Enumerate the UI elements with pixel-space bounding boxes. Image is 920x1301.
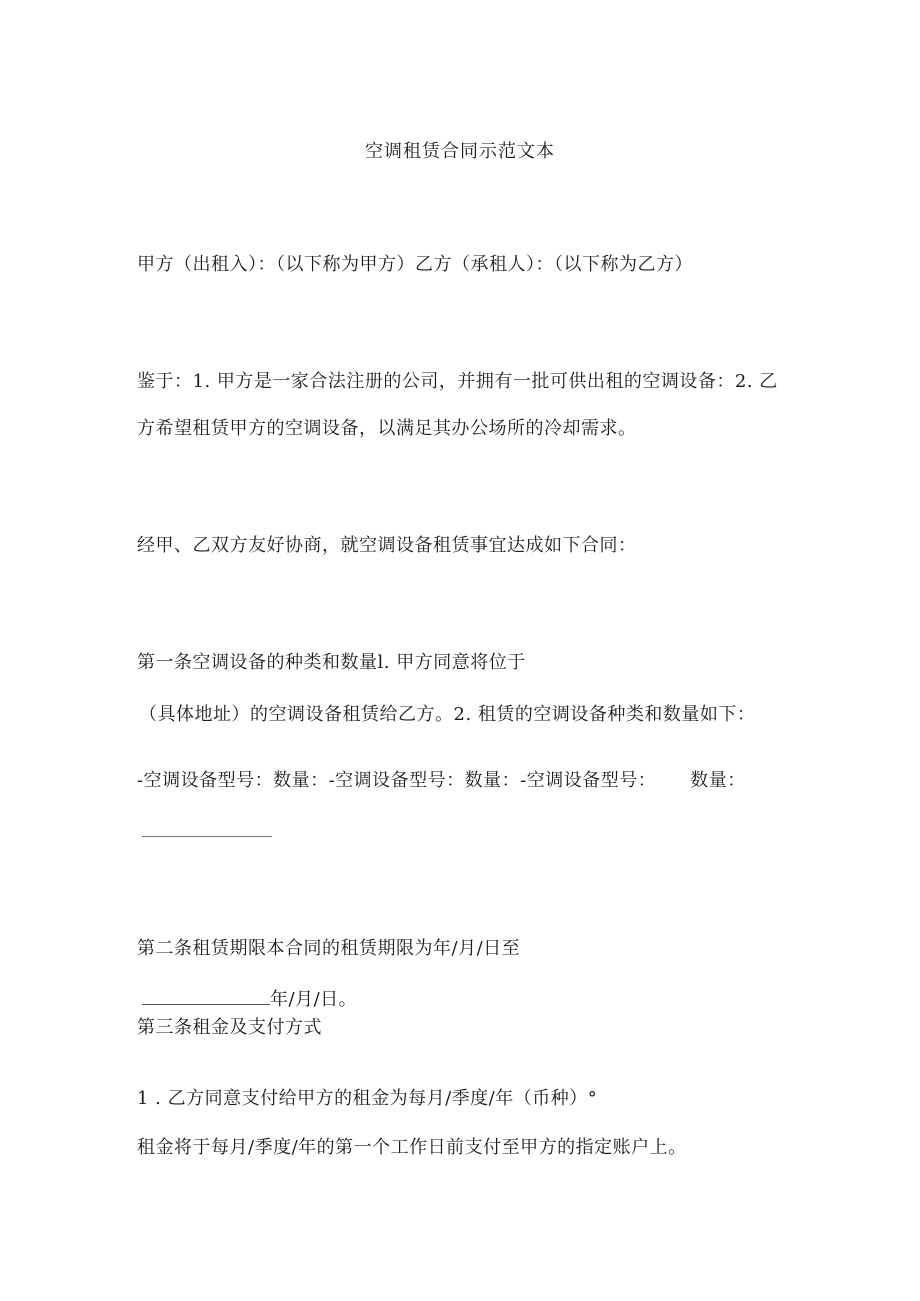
article1-items-tail: 数量： xyxy=(690,770,746,791)
parties-line: 甲方（出租入）：（以下称为甲方）乙方（承租人）：（以下称为乙方） xyxy=(137,254,693,275)
article1-items: -空调设备型号：数量：-空调设备型号：数量：-空调设备型号： xyxy=(137,770,657,791)
article2-date-blank xyxy=(142,986,270,1005)
agreement-line: 经甲、乙双方友好协商，就空调设备租赁事宜达成如下合同： xyxy=(137,535,637,556)
article2-line-2 xyxy=(142,986,357,1012)
article3-item-1: 1 . 乙方同意支付给甲方的租金为每月/季度/年（币种）° xyxy=(137,1088,598,1109)
recital-line-1: 鉴于：1. 甲方是一家合法注册的公司，并拥有一批可供出租的空调设备：2. 乙 xyxy=(137,371,778,392)
article3-item-2: 租金将于每月/季度/年的第一个工作日前支付至甲方的指定账户上。 xyxy=(137,1137,687,1158)
article1-items-line xyxy=(137,769,746,793)
article1-blank-line xyxy=(142,836,272,837)
article1-line-1: 第一条空调设备的种类和数量l. 甲方同意将位于 xyxy=(137,652,526,673)
article2-line-1: 第二条租赁期限本合同的租赁期限为年/月/日至 xyxy=(137,938,521,959)
article3-heading: 第三条租金及支付方式 xyxy=(137,1017,322,1038)
document-title: 空调租赁合同示范文本 xyxy=(365,141,555,162)
article1-line-2: （具体地址）的空调设备租赁给乙方。2. 租赁的空调设备种类和数量如下： xyxy=(139,704,756,725)
recital-line-2: 方希望租赁甲方的空调设备，以满足其办公场所的冷却需求。 xyxy=(137,418,637,439)
article2-date-text: 年/月/日。 xyxy=(270,989,358,1010)
